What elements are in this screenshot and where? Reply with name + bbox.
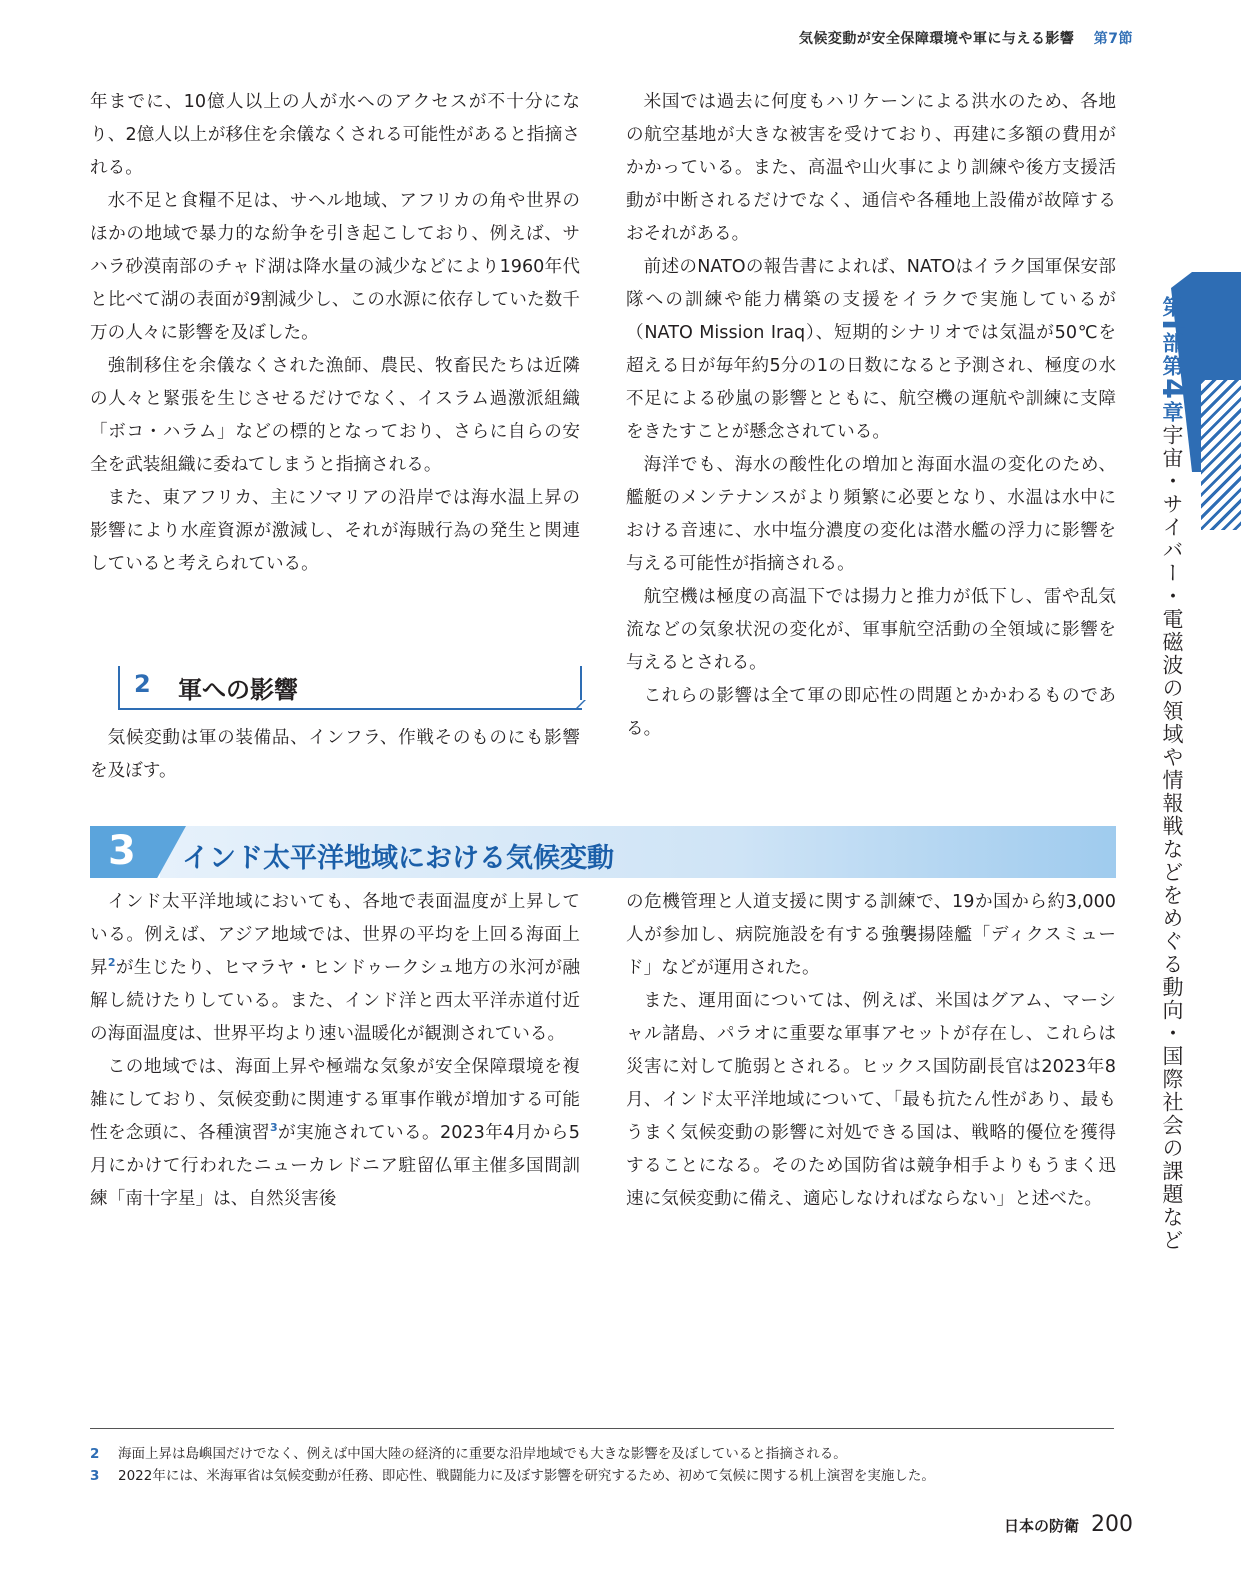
- paragraph: また、運用面については、例えば、米国はグアム、マーシャル諸島、パラオに重要な軍事アセットが存在し、これらは災害に対して脆弱とされる。ヒックス国防副長官は2023年8月、インド太平洋地域について、「最も抗たん性があり、最もうまく気候変動の影響に対処できる国は、戦略的優位を獲得することになる。そのため国防省は競争相手よりもうまく迅速に気候変動に備え、適応しなければならない」と述べた。: [626, 991, 1116, 1209]
- left-column-after-subheading: [90, 722, 580, 788]
- part-number: I: [1155, 319, 1190, 333]
- part-suffix: 部: [1160, 332, 1184, 356]
- left-column-bottom: [90, 886, 580, 1216]
- footnote-number: 3: [90, 1468, 100, 1484]
- footnote-divider: [90, 1428, 1114, 1429]
- right-column-bottom: [626, 886, 1116, 1216]
- text-run: インド太平洋地域においても、各地で表面温度が上昇している。例えば、アジア地域では、世界の平均を上回る海面上昇: [90, 892, 580, 978]
- footnote-number: 2: [90, 1446, 100, 1462]
- paragraph: 強制移住を余儀なくされた漁師、農民、牧畜民たちは近隣の人々と緊張を生じさせるだけでなく、イスラム過激派組織「ボコ・ハラム」などの標的となっており、さらに自らの安全を武装組織に委ねてしまうと指摘される。: [90, 356, 580, 475]
- paragraph: 水不足と食糧不足は、サヘル地域、アフリカの角や世界のほかの地域で暴力的な紛争を引き起こしており、例えば、サハラ砂漠南部のチャド湖は降水量の減少などにより1960年代と比べて湖の表面が9割減少し、この水源に依存していた数千万の人々に影響を及ぼした。: [90, 191, 580, 343]
- subheading: [90, 666, 586, 716]
- paragraph: これらの影響は全て軍の即応性の問題とかかわるものである。: [626, 686, 1116, 739]
- section-heading: [90, 826, 1116, 878]
- left-column-top: [90, 86, 580, 581]
- paragraph: 年までに、10億人以上の人が水へのアクセスが不十分になり、2億人以上が移住を余儀なくされる可能性があると指摘される。: [90, 92, 580, 178]
- paragraph: 気候変動は軍の装備品、インフラ、作戦そのものにも影響を及ぼす。: [90, 728, 580, 781]
- header-title: 気候変動が安全保障環境や軍に与える影響: [798, 31, 1075, 47]
- chapter-title: 宇宙・サイバー・電磁波の領域や情報戦などをめぐる動向・国際社会の課題など: [1160, 424, 1184, 1253]
- paragraph: [90, 1051, 580, 1216]
- header-section: 第7節: [1093, 31, 1133, 47]
- page-footer: [1004, 1512, 1133, 1537]
- footnote-text: 2022年には、米海軍省は気候変動が任務、即応性、戦闘能力に及ぼす影響を研究するため、初めて気候に関する机上演習を実施した。: [118, 1468, 935, 1484]
- chapter-number: 4: [1155, 378, 1190, 402]
- footnote-ref[interactable]: 3: [269, 1121, 278, 1135]
- paragraph: 海洋でも、海水の酸性化の増加と海面水温の変化のため、艦艇のメンテナンスがより頻繁に必要となり、水温は水中における音速に、水中塩分濃度の変化は潜水艦の浮力に影響を与える可能性が指摘される。: [626, 455, 1116, 574]
- subheading-left-rule: [118, 666, 121, 708]
- text-run: が生じたり、ヒマラヤ・ヒンドゥークシュ地方の氷河が融解し続けたりしている。また、インド洋と西太平洋赤道付近の海面温度は、世界平均より速い温暖化が観測されている。: [90, 958, 580, 1044]
- footnote-text: 海面上昇は島嶼国だけでなく、例えば中国大陸の経済的に重要な沿岸地域でも大きな影響を及ぼしていると指摘される。: [118, 1446, 847, 1462]
- section-title: インド太平洋地域における気候変動: [182, 843, 614, 874]
- paragraph: 前述のNATOの報告書によれば、NATOはイラク国軍保安部隊への訓練や能力構築の支援をイラクで実施しているが（NATO Mission Iraq）、短期的シナリオでは気温が50℃を超える日が毎年約5分の1の日数になると予測され、極度の水不足による砂嵐の影響とともに、航空機の運航や訓練に支障をきたすことが懸念されている。: [626, 257, 1116, 442]
- subheading-right-corner: [566, 700, 586, 708]
- side-tab-text: [1155, 296, 1190, 1253]
- subheading-number: 2: [134, 670, 151, 698]
- paragraph: の危機管理と人道支援に関する訓練で、19か国から約3,000人が参加し、病院施設を有する強襲揚陸艦「ディクスミュード」などが運用された。: [626, 892, 1116, 978]
- section-number: 3: [108, 828, 136, 874]
- subheading-title: 軍への影響: [178, 676, 298, 704]
- text-run: この地域では、海面上昇や極端な気象が安全保障環境を複雑にしており、気候変動に関連する軍事作戦が増加する可能性を念頭に、各種演習: [90, 1057, 580, 1143]
- page-number: 200: [1091, 1512, 1133, 1537]
- chapter-suffix: 章: [1160, 401, 1184, 425]
- subheading-right-rule: [580, 666, 582, 700]
- subheading-bottom-rule: [118, 708, 582, 710]
- running-header: [799, 28, 1133, 48]
- side-tab-stripes: [1201, 380, 1241, 530]
- publication-title: 日本の防衛: [1003, 1517, 1079, 1535]
- footnote: [90, 1442, 847, 1462]
- paragraph: [90, 886, 580, 1051]
- text-run: が実施されている。2023年4月から5月にかけて行われたニューカレドニア駐留仏軍主催多国間訓練「南十字星」は、自然災害後: [90, 1123, 580, 1209]
- part-label: 第: [1160, 296, 1184, 319]
- right-column-top: [626, 86, 1116, 746]
- footnote-ref[interactable]: 2: [107, 956, 116, 970]
- paragraph: 航空機は極度の高温下では揚力と推力が低下し、雷や乱気流などの気象状況の変化が、軍事航空活動の全領域に影響を与えるとされる。: [626, 587, 1116, 673]
- chapter-label: 第: [1160, 355, 1184, 379]
- paragraph: また、東アフリカ、主にソマリアの沿岸では海水温上昇の影響により水産資源が激減し、それが海賊行為の発生と関連していると考えられている。: [90, 488, 580, 574]
- footnote: [90, 1464, 935, 1484]
- paragraph: 米国では過去に何度もハリケーンによる洪水のため、各地の航空基地が大きな被害を受けており、再建に多額の費用がかかっている。また、高温や山火事により訓練や後方支援活動が中断されるだけでなく、通信や各種地上設備が故障するおそれがある。: [626, 92, 1116, 244]
